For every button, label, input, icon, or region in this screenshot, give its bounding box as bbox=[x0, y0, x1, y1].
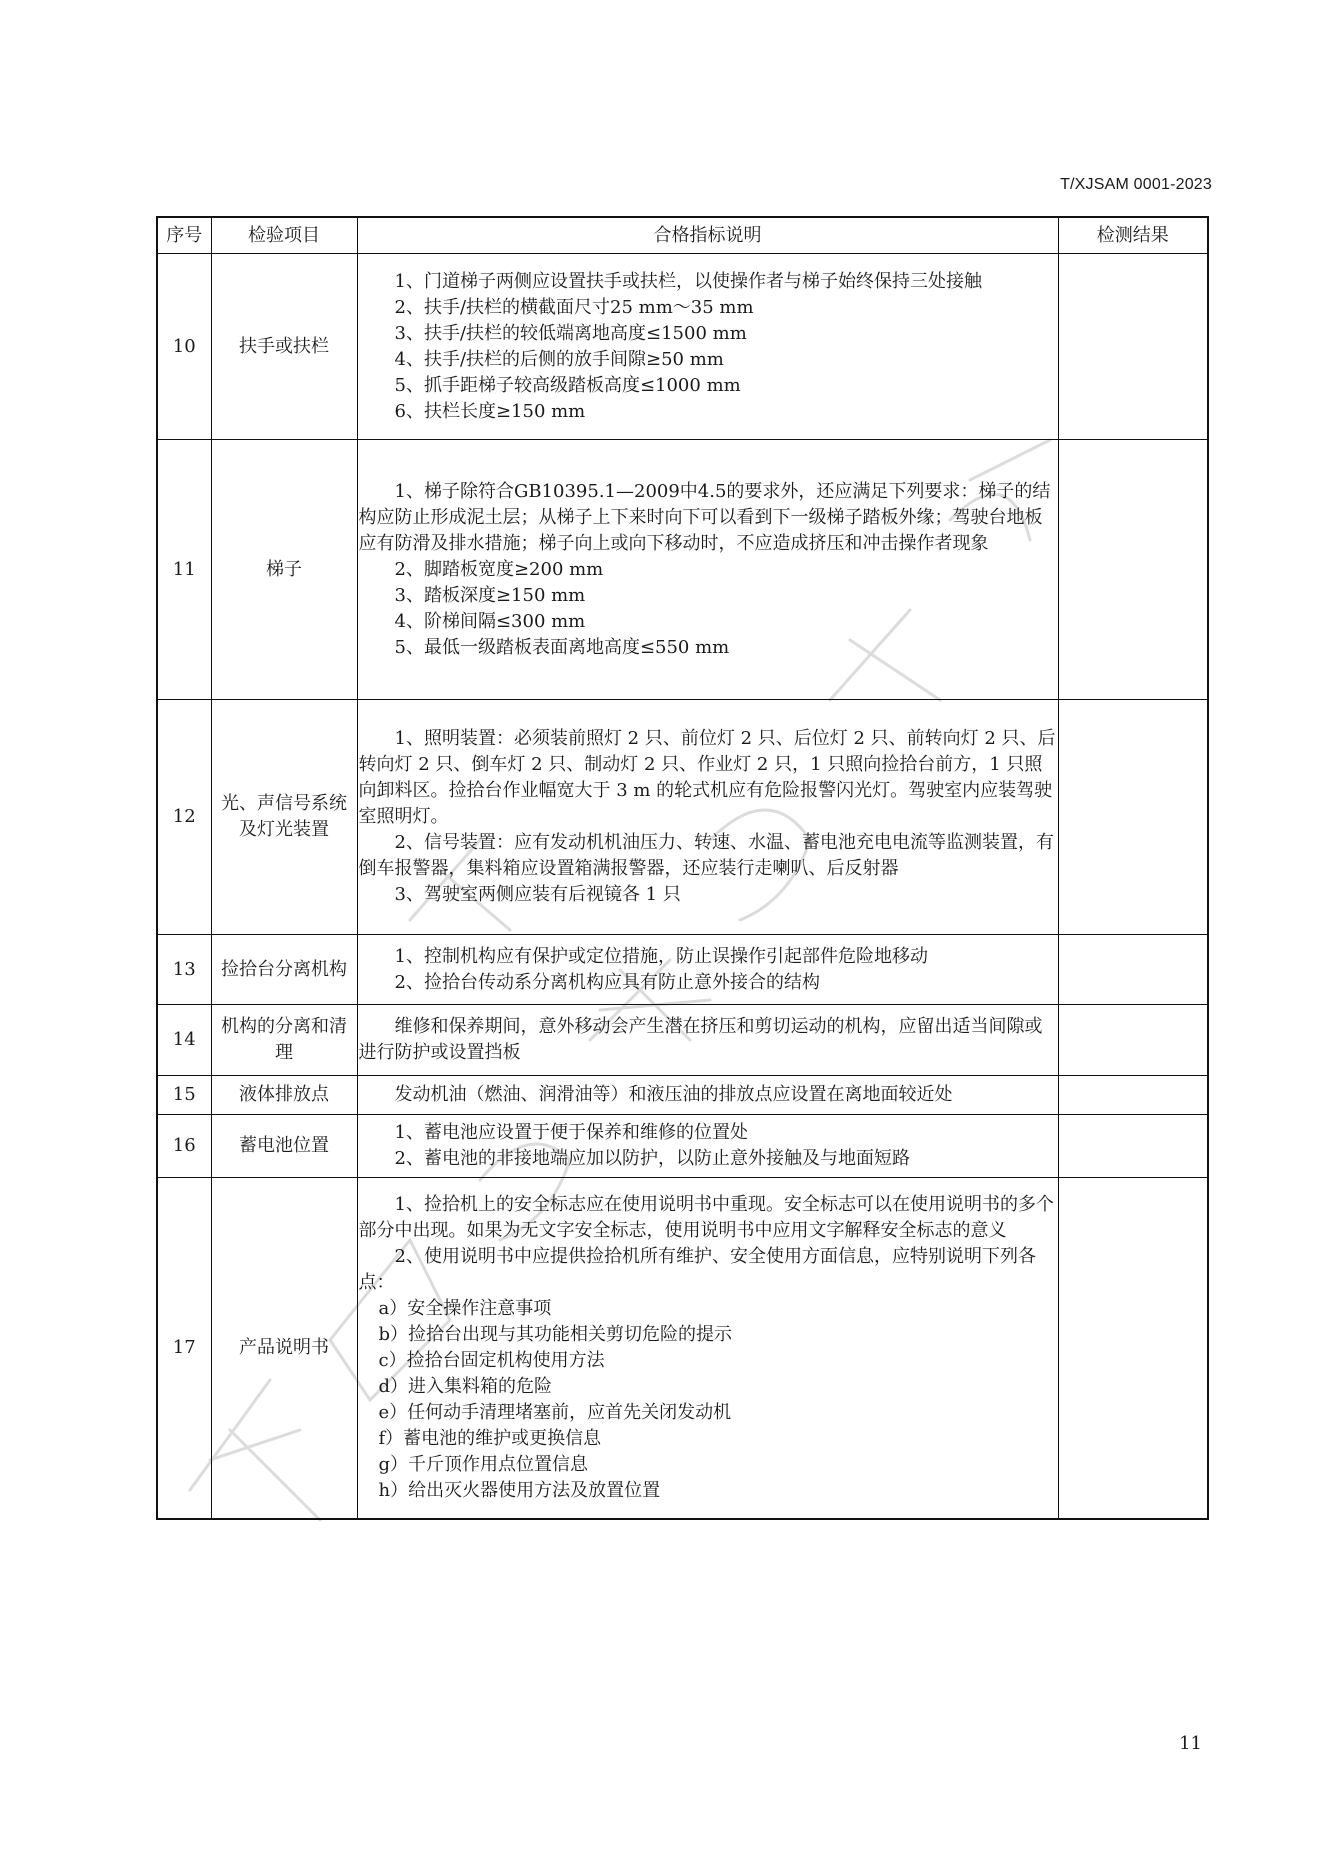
document-code: T/XJSAM 0001-2023 bbox=[1060, 176, 1212, 193]
requirement-line: 发动机油（燃油、润滑油等）和液压油的排放点应设置在离地面较近处 bbox=[394, 1084, 953, 1105]
result-cell[interactable] bbox=[1058, 1076, 1208, 1115]
requirements-cell bbox=[357, 1076, 1058, 1115]
requirement-line: 1、捡拾机上的安全标志应在使用说明书中重现。安全标志可以在使用说明书的多个部分中出现。如果为无文字安全标志，使用说明书中应用文字解释安全标志的意义 bbox=[358, 1193, 1054, 1241]
table-row bbox=[157, 440, 1208, 700]
table-row bbox=[157, 700, 1208, 935]
column-header-no: 序号 bbox=[157, 217, 211, 254]
requirement-line: h）给出灭火器使用方法及放置位置 bbox=[378, 1479, 661, 1501]
requirements-cell bbox=[357, 1005, 1058, 1076]
requirement-line: 5、最低一级踏板表面离地高度≤550 mm bbox=[394, 636, 730, 658]
requirement-line: b）捡拾台出现与其功能相关剪切危险的提示 bbox=[378, 1323, 733, 1345]
page-number: 11 bbox=[1179, 1733, 1202, 1754]
requirement-line: 1、门道梯子两侧应设置扶手或扶栏，以使操作者与梯子始终保持三处接触 bbox=[394, 270, 982, 292]
column-header-result: 检测结果 bbox=[1058, 217, 1208, 254]
requirement-line: 2、信号装置：应有发动机机油压力、转速、水温、蓄电池充电电流等监测装置，有倒车报警器，集料箱应设置箱满报警器，还应装行走喇叭、后反射器 bbox=[358, 832, 1054, 879]
requirement-line: 1、梯子除符合GB10395.1—2009中4.5的要求外，还应满足下列要求：梯子的结构应防止形成泥土层；从梯子上下来时向下可以看到下一级梯子踏板外缘；驾驶台地板应有防滑及排水措施；梯子向上或向下移动时，不应造成挤压和冲击操作者现象 bbox=[358, 480, 1051, 554]
inspection-item-cell: 捡拾台分离机构 bbox=[211, 935, 357, 1005]
row-number-cell: 15 bbox=[157, 1076, 211, 1115]
row-number-cell: 17 bbox=[157, 1178, 211, 1519]
table-row bbox=[157, 1076, 1208, 1115]
requirements-cell bbox=[357, 1115, 1058, 1178]
inspection-item-cell: 机构的分离和清理 bbox=[211, 1005, 357, 1076]
requirement-line: 3、扶手/扶栏的较低端离地高度≤1500 mm bbox=[394, 322, 747, 344]
requirement-line: 4、阶梯间隔≤300 mm bbox=[394, 610, 586, 632]
requirement-line: e）任何动手清理堵塞前，应首先关闭发动机 bbox=[378, 1401, 732, 1423]
requirement-line: 1、控制机构应有保护或定位措施，防止误操作引起部件危险地移动 bbox=[394, 945, 928, 967]
requirement-line: 3、驾驶室两侧应装有后视镜各 1 只 bbox=[394, 884, 681, 905]
row-number-cell: 10 bbox=[157, 254, 211, 440]
requirement-line: d）进入集料箱的危险 bbox=[378, 1375, 553, 1397]
inspection-item-cell: 蓄电池位置 bbox=[211, 1115, 357, 1178]
table-row bbox=[157, 1178, 1208, 1519]
requirement-line: 2、捡拾台传动系分离机构应具有防止意外接合的结构 bbox=[394, 971, 820, 993]
requirement-line: 3、踏板深度≥150 mm bbox=[394, 584, 586, 606]
requirement-line: 维修和保养期间，意外移动会产生潜在挤压和剪切运动的机构，应留出适当间隙或进行防护或设置挡板 bbox=[358, 1016, 1043, 1063]
result-cell[interactable] bbox=[1058, 1005, 1208, 1076]
table-row bbox=[157, 935, 1208, 1005]
requirement-line: 2、使用说明书中应提供捡拾机所有维护、安全使用方面信息，应特别说明下列各点： bbox=[358, 1245, 1036, 1293]
requirement-line: 1、蓄电池应设置于便于保养和维修的位置处 bbox=[394, 1122, 748, 1143]
requirements-cell bbox=[357, 935, 1058, 1005]
requirement-line: 2、脚踏板宽度≥200 mm bbox=[394, 558, 604, 580]
result-cell[interactable] bbox=[1058, 1178, 1208, 1519]
row-number-cell: 16 bbox=[157, 1115, 211, 1178]
requirement-line: c）捡拾台固定机构使用方法 bbox=[378, 1349, 605, 1371]
result-cell[interactable] bbox=[1058, 440, 1208, 700]
inspection-item-cell: 光、声信号系统及灯光装置 bbox=[211, 700, 357, 935]
requirement-line: f）蓄电池的维护或更换信息 bbox=[378, 1427, 602, 1449]
requirements-cell bbox=[357, 440, 1058, 700]
requirement-line: 2、蓄电池的非接地端应加以防护，以防止意外接触及与地面短路 bbox=[394, 1148, 910, 1169]
requirements-cell bbox=[357, 1178, 1058, 1519]
table-row bbox=[157, 254, 1208, 440]
requirement-line: g）千斤顶作用点位置信息 bbox=[378, 1453, 589, 1475]
inspection-item-cell: 扶手或扶栏 bbox=[211, 254, 357, 440]
table-row bbox=[157, 1005, 1208, 1076]
column-header-item: 检验项目 bbox=[211, 217, 357, 254]
inspection-item-cell: 液体排放点 bbox=[211, 1076, 357, 1115]
requirement-line: 2、扶手/扶栏的横截面尺寸25 mm～35 mm bbox=[394, 296, 754, 318]
requirements-cell bbox=[357, 700, 1058, 935]
row-number-cell: 13 bbox=[157, 935, 211, 1005]
inspection-table bbox=[156, 216, 1209, 1520]
requirement-line: 6、扶栏长度≥150 mm bbox=[394, 400, 586, 422]
column-header-requirements: 合格指标说明 bbox=[357, 217, 1058, 254]
row-number-cell: 14 bbox=[157, 1005, 211, 1076]
requirement-line: 5、抓手距梯子较高级踏板高度≤1000 mm bbox=[394, 374, 741, 396]
row-number-cell: 12 bbox=[157, 700, 211, 935]
table-header-row bbox=[157, 217, 1208, 254]
inspection-item-cell: 产品说明书 bbox=[211, 1178, 357, 1519]
result-cell[interactable] bbox=[1058, 1115, 1208, 1178]
result-cell[interactable] bbox=[1058, 254, 1208, 440]
requirement-line: 4、扶手/扶栏的后侧的放手间隙≥50 mm bbox=[394, 348, 724, 370]
requirements-cell bbox=[357, 254, 1058, 440]
requirement-line: 1、照明装置：必须装前照灯 2 只、前位灯 2 只、后位灯 2 只、前转向灯 2 只、后转向灯 2 只、倒车灯 2 只、制动灯 2 只、作业灯 2 只，1 只照向捡拾台前方，1 只照向卸料区。捡拾台作业幅宽大于 3 m 的轮式机应有危险报警闪光灯。驾驶室内应装驾驶室照明灯。 bbox=[358, 728, 1056, 827]
result-cell[interactable] bbox=[1058, 700, 1208, 935]
requirement-line: a）安全操作注意事项 bbox=[378, 1297, 552, 1319]
inspection-item-cell: 梯子 bbox=[211, 440, 357, 700]
result-cell[interactable] bbox=[1058, 935, 1208, 1005]
row-number-cell: 11 bbox=[157, 440, 211, 700]
table-row bbox=[157, 1115, 1208, 1178]
